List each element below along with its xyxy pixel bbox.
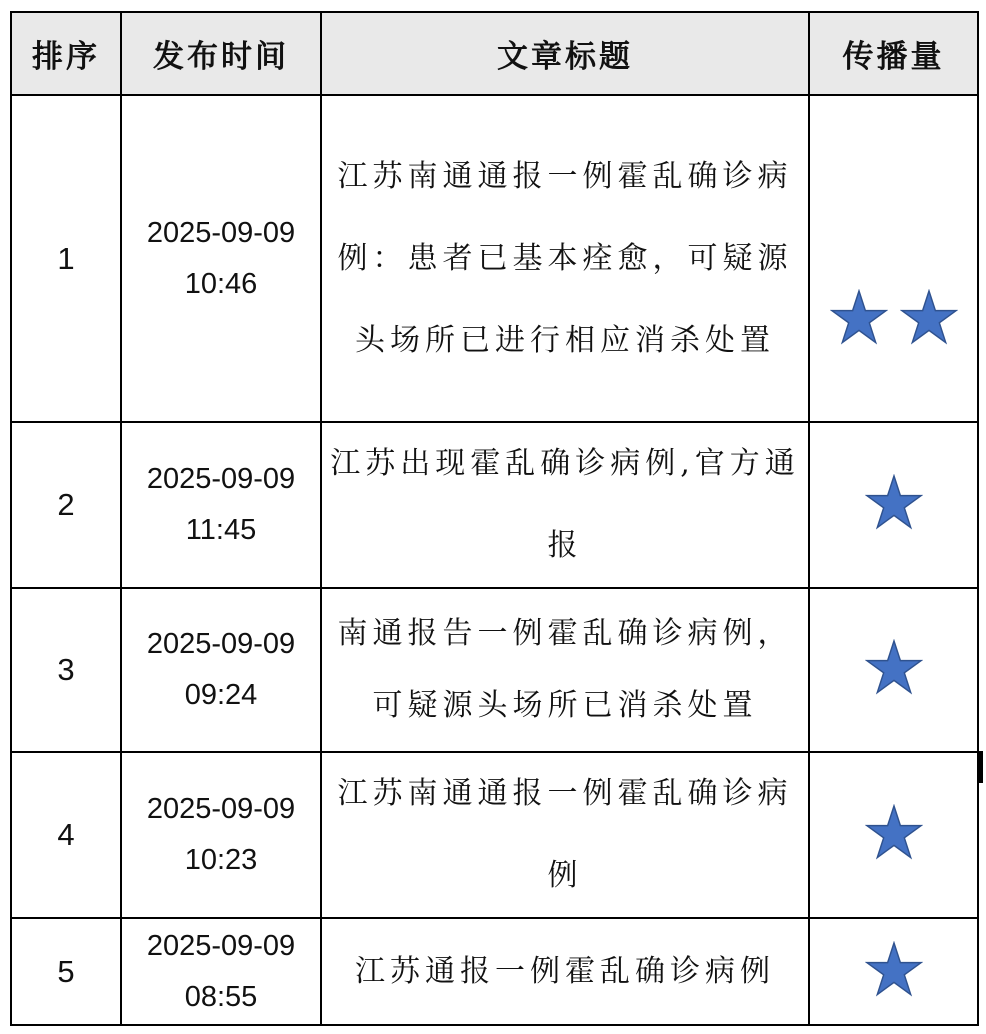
star-icon [865, 941, 923, 999]
table-row [11, 918, 978, 1025]
star-icon [900, 289, 958, 347]
publish-clock: 11:45 [185, 514, 257, 546]
spread-cell [809, 422, 978, 588]
article-title-cell: 江苏南通通报一例霍乱确诊病例：患者已基本痊愈，可疑源头场所已进行相应消杀处置 [321, 95, 809, 422]
publish-date: 2025-09-09 [146, 929, 296, 962]
publish-time-cell [121, 95, 321, 422]
publish-time-cell [121, 422, 321, 588]
article-title-cell: 江苏南通通报一例霍乱确诊病例 [321, 752, 809, 918]
rank-cell: 3 [11, 588, 121, 752]
star-icon [865, 474, 923, 532]
header-publish-time: 发布时间 [121, 12, 321, 95]
edge-mark [978, 751, 983, 783]
publish-clock: 10:46 [184, 267, 258, 300]
table-row [11, 588, 978, 752]
spread-cell [809, 918, 978, 1025]
publish-time-cell [121, 918, 321, 1025]
star-icon [865, 804, 923, 862]
ranking-table [10, 11, 979, 1026]
publish-clock: 09:24 [184, 679, 258, 711]
rank-cell: 1 [11, 95, 121, 422]
header-row [11, 12, 978, 95]
publish-date: 2025-09-09 [146, 216, 296, 249]
article-title-cell: 南通报告一例霍乱确诊病例，可疑源头场所已消杀处置 [321, 588, 809, 752]
star-icon [830, 289, 888, 347]
article-title-cell: 江苏通报一例霍乱确诊病例 [321, 918, 809, 1025]
publish-clock: 10:23 [184, 844, 258, 876]
article-title-cell: 江苏出现霍乱确诊病例,官方通报 [321, 422, 809, 588]
header-rank: 排序 [11, 12, 121, 95]
spread-cell [809, 588, 978, 752]
header-article-title: 文章标题 [321, 12, 809, 95]
spread-cell [809, 752, 978, 918]
rank-cell: 2 [11, 422, 121, 588]
table-row [11, 95, 978, 422]
rank-cell: 4 [11, 752, 121, 918]
spread-cell [809, 95, 978, 422]
rank-cell: 5 [11, 918, 121, 1025]
publish-time-cell [121, 752, 321, 918]
table-row [11, 422, 978, 588]
star-icon [865, 639, 923, 697]
publish-time-cell [121, 588, 321, 752]
publish-clock: 08:55 [184, 980, 258, 1013]
table-row [11, 752, 978, 918]
publish-date: 2025-09-09 [146, 628, 296, 660]
header-spread: 传播量 [809, 12, 978, 95]
publish-date: 2025-09-09 [146, 793, 296, 825]
publish-date: 2025-09-09 [146, 463, 296, 495]
